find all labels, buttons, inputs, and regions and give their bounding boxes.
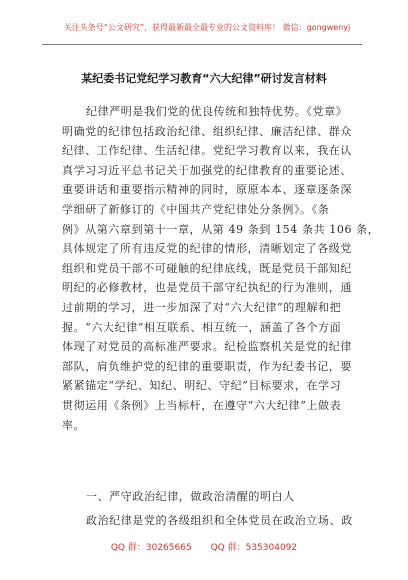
- paragraph-line: 过前期的学习，进一步加深了对“六大纪律”的理解和把: [62, 300, 342, 314]
- paragraph-line: 明确党的纪律包括政治纪律、组织纪律、廉洁纪律、群众: [62, 124, 352, 138]
- paragraph-line: 握。“六大纪律”相互联系、相互统一，涵盖了各个方面: [62, 320, 342, 334]
- paragraph-line: 组织和党员干部不可碰触的纪律底线，既是党员干部知纪: [62, 261, 352, 275]
- paragraph-line: 政治纪律是党的各级组织和全体党员在政治立场、政: [86, 514, 353, 527]
- footer-qq-group-1: QQ 群：30265665: [110, 543, 192, 553]
- paragraph-line: 具体规定了所有违反党的纪律的情形，清晰划定了各级党: [62, 242, 352, 256]
- paragraph-line: 贯彻运用《条例》上当标杆，在遵守“六大纪律”上做表: [62, 398, 342, 412]
- document-title: 某纪委书记党纪学习教育“六大纪律”研讨发言材料: [81, 72, 327, 85]
- paragraph-line: 纪律、工作纪律、生活纪律。党纪学习教育以来，我在认: [62, 144, 352, 158]
- paragraph-line: 明纪的必修教材，也是党员干部守纪执纪的行为准则，通: [62, 281, 352, 295]
- paragraph-line: 真学习习近平总书记关于加强党的纪律教育的重要论述、: [62, 163, 352, 177]
- paragraph-line: 重要讲话和重要指示精神的同时，原原本本、逐章逐条深: [62, 183, 352, 197]
- document-body: [62, 102, 380, 435]
- footer-qq-group-2: QQ 群：535304092: [210, 543, 298, 553]
- paragraph-line: 学细研了新修订的《中国共产党纪律处分条例》。《条: [62, 202, 330, 216]
- promo-footer: [0, 540, 408, 553]
- paragraph-line: 体现了对党员的高标准严要求。纪检监察机关是党的纪律: [62, 340, 352, 354]
- promo-header: 关注头条号“公文研究”，获得最新最全最专业的公文资料库！ 微信：gongwenyj: [63, 23, 351, 32]
- header-divider: [42, 44, 362, 45]
- paragraph-line: 部队，肩负维护党的纪律的重要职责，作为纪委书记，要: [62, 359, 352, 373]
- section-heading: 一、严守政治纪律，做政治清醒的明白人: [86, 490, 295, 503]
- paragraph-line: 率。: [62, 418, 86, 432]
- paragraph-line: 纪律严明是我们党的优良传统和独特优势。《党章》: [86, 105, 348, 118]
- paragraph-line: 例》从第六章到第十一章，从第 49 条到 154 条共 106 条，: [62, 222, 380, 236]
- paragraph-line: 紧紧锚定“学纪、知纪、明纪、守纪”目标要求，在学习: [62, 379, 342, 393]
